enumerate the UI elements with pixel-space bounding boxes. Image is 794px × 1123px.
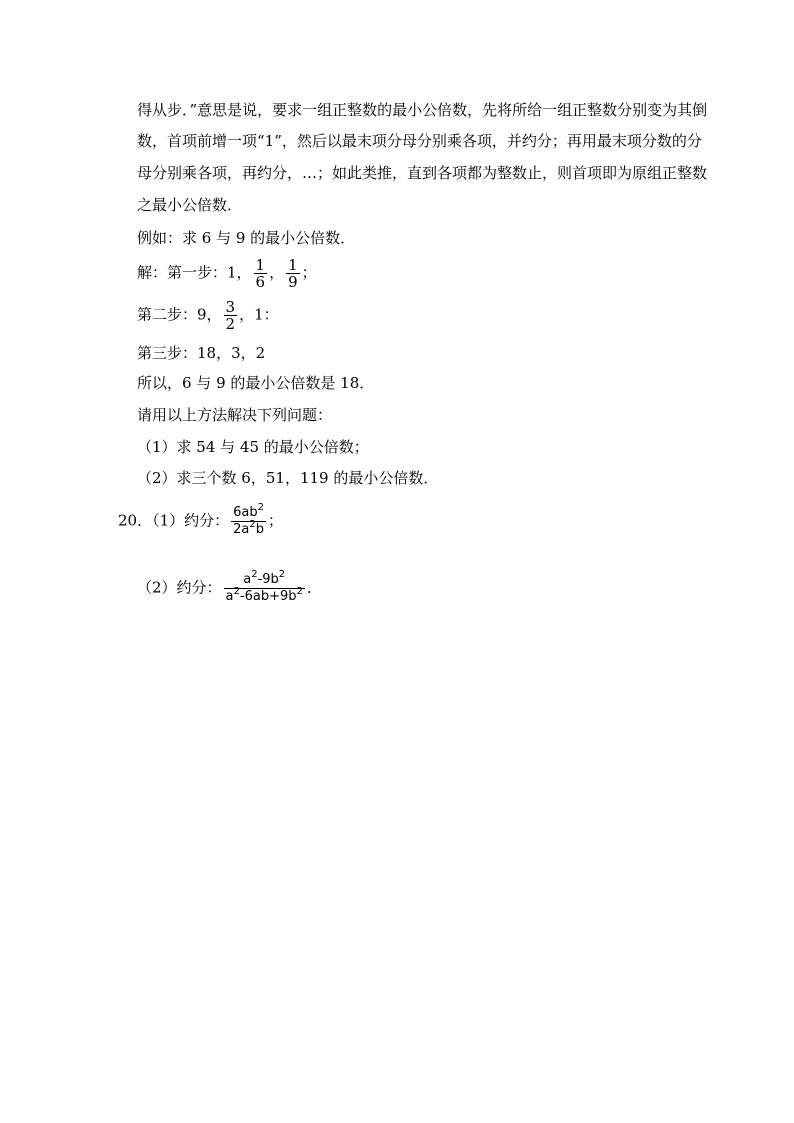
example-intro: 例如：求 6 与 9 的最小公倍数． bbox=[137, 229, 356, 247]
example-step-2 bbox=[137, 299, 279, 332]
paragraph-line-2: 数，首项前增一项“1”，然后以最末项分母分别乘各项，并约分；再用最末项分数的分 bbox=[137, 132, 702, 150]
fraction-denominator: $2a^2b$ bbox=[233, 519, 265, 537]
fraction-one-ninth bbox=[286, 257, 300, 290]
problem-20-label: 20．（1）约分： bbox=[118, 511, 230, 530]
task-question-1: （1）求 54 与 45 的最小公倍数； bbox=[137, 438, 369, 456]
task-intro: 请用以上方法解决下列问题： bbox=[137, 406, 333, 424]
fraction-numerator: 1 bbox=[288, 256, 298, 274]
fraction-denominator: $a^2-6ab+9b^2$ bbox=[225, 586, 303, 604]
part-2-label: （2）约分： bbox=[137, 578, 222, 597]
example-step-3: 第三步：18，3，2 bbox=[137, 344, 266, 362]
step-2-label: 第二步：9， bbox=[137, 305, 222, 324]
part-2-end: ． bbox=[306, 578, 322, 597]
fraction-denominator: 9 bbox=[288, 273, 298, 291]
paragraph-line-3: 母分别乘各项，再约分，…；如此类推，直到各项都为整数止，则首项即为原组正整数 bbox=[137, 164, 708, 182]
step-1-label: 解：第一步：1， bbox=[137, 263, 252, 282]
fraction-numerator: $a^2-9b^2$ bbox=[243, 569, 286, 587]
problem-20-part-1 bbox=[118, 502, 284, 538]
example-step-1 bbox=[137, 257, 317, 290]
fraction-three-halves bbox=[224, 299, 238, 332]
fraction-numerator: 3 bbox=[225, 298, 236, 316]
separator: ， bbox=[269, 263, 285, 282]
fraction-expression-1 bbox=[231, 502, 266, 538]
example-conclusion: 所以，6 与 9 的最小公倍数是 18． bbox=[137, 374, 375, 392]
paragraph-line-4: 之最小公倍数． bbox=[137, 196, 243, 214]
fraction-one-sixth bbox=[254, 257, 268, 290]
paragraph-line-1: 得从步．”意思是说，要求一组正整数的最小公倍数，先将所给一组正整数分别变为其倒 bbox=[137, 101, 708, 119]
fraction-denominator: 2 bbox=[225, 315, 236, 333]
problem-20-part-2 bbox=[137, 569, 322, 605]
fraction-denominator: 6 bbox=[255, 273, 266, 291]
fraction-expression-2 bbox=[224, 569, 305, 605]
step-1-end: ； bbox=[301, 263, 317, 282]
part-1-end: ； bbox=[268, 511, 284, 530]
fraction-numerator: 1 bbox=[255, 256, 266, 274]
fraction-numerator: $6ab^2$ bbox=[233, 502, 265, 520]
step-2-end: ，1： bbox=[239, 305, 279, 324]
task-question-2: （2）求三个数 6，51，119 的最小公倍数． bbox=[137, 469, 439, 487]
